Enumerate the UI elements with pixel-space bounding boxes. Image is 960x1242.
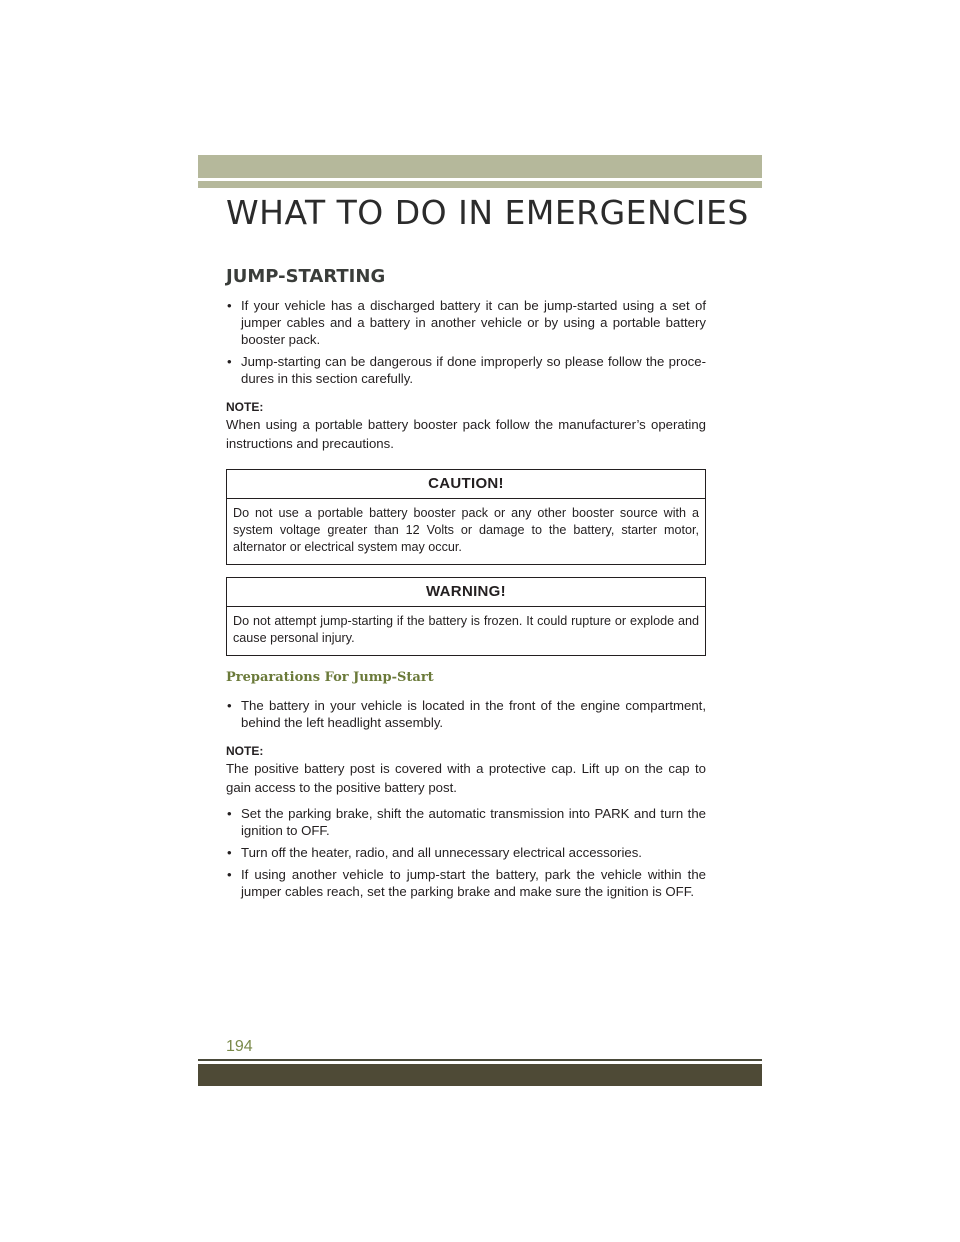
- footer-rule: [198, 1059, 762, 1061]
- caution-box: [226, 469, 706, 565]
- footer-band: [198, 1064, 762, 1086]
- list-item: • Set the parking brake, shift the automatic transmission into PARK and turn the ignition to OFF.: [226, 805, 706, 839]
- list-item: • Turn off the heater, radio, and all unnecessary electrical accessories.: [226, 844, 706, 861]
- list-item: • If your vehicle has a discharged battery it can be jump-started using a set of jumper cables and a battery in another vehicle or by using a portable battery booster pack.: [226, 297, 706, 348]
- header-rule: [198, 181, 762, 188]
- intro-bullet-list: [226, 297, 706, 387]
- preparation-bullet-list: [226, 805, 706, 900]
- note-label: NOTE:: [226, 400, 264, 414]
- page-number: 194: [226, 1038, 253, 1055]
- list-item: • Jump-starting can be dangerous if done improperly so please follow the proce-dures in this section carefully.: [226, 353, 706, 387]
- chapter-title: WHAT TO DO IN EMERGENCIES: [226, 193, 749, 232]
- note-label: NOTE:: [226, 744, 264, 758]
- subsection-title: Preparations For Jump-Start: [226, 670, 434, 685]
- note-text: When using a portable battery booster pack follow the manufacturer’s operating instructions and precautions.: [226, 417, 706, 451]
- caution-heading: CAUTION!: [227, 470, 705, 499]
- location-bullet-list: [226, 697, 706, 731]
- warning-box: [226, 577, 706, 656]
- note-text: The positive battery post is covered with a protective cap. Lift up on the cap to gain access to the positive battery post.: [226, 761, 706, 795]
- header-band: [198, 155, 762, 178]
- warning-text: Do not attempt jump-starting if the battery is frozen. It could rupture or explode and cause personal injury.: [233, 614, 699, 645]
- warning-heading: WARNING!: [227, 578, 705, 607]
- list-item: • If using another vehicle to jump-start the battery, park the vehicle within the jumper cables reach, set the parking brake and make sure the ignition is OFF.: [226, 866, 706, 900]
- caution-text: Do not use a portable battery booster pack or any other booster source with a system voltage greater than 12 Volts or damage to the battery, starter motor, alternator or electrical system may occur.: [233, 506, 699, 554]
- page-content: [226, 266, 706, 912]
- list-item: • The battery in your vehicle is located in the front of the engine compartment, behind the left headlight assembly.: [226, 697, 706, 731]
- section-title: JUMP-STARTING: [226, 266, 386, 287]
